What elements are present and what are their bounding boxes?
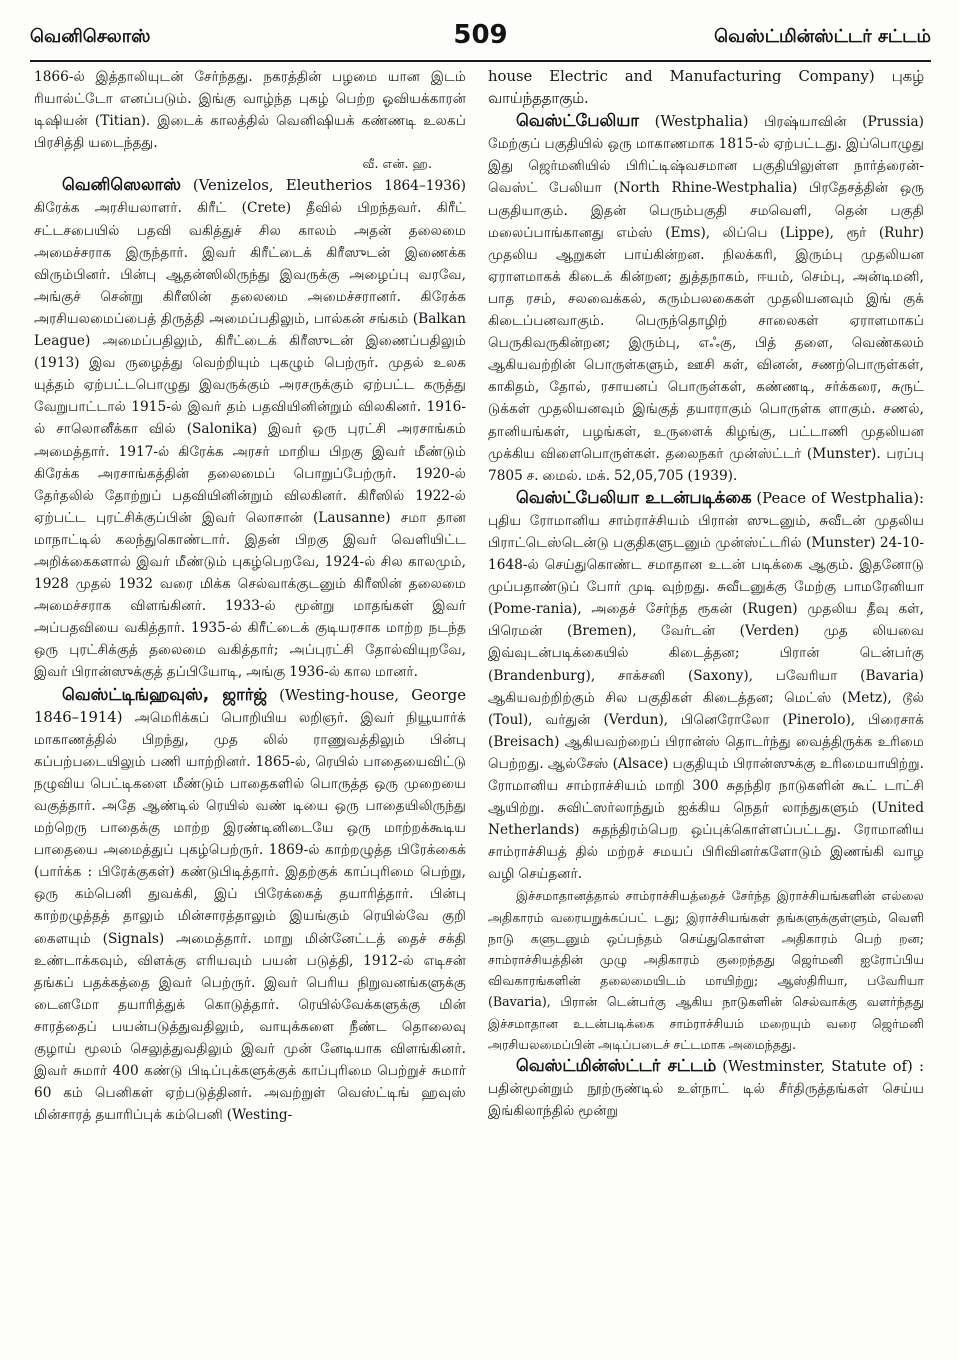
entry-westphalia xyxy=(488,110,924,487)
entry-latin-name: (Venizelos, Eleutherios xyxy=(192,177,373,195)
entry-text xyxy=(34,174,466,683)
entry-latin-name: (Westing-house, George 1846–1914) xyxy=(34,686,466,726)
page-header xyxy=(30,20,931,56)
entry-headword: வெஸ்ட்பேலியா உடன்படிக்கை xyxy=(516,487,752,507)
entry-latin-name: (Peace of Westphalia): xyxy=(756,489,924,507)
right-column xyxy=(488,66,924,1352)
header-left-guide-word: வெனிசெலாஸ் xyxy=(30,26,151,47)
entry-latin-name: (Westminster, Statute of) : xyxy=(722,1058,924,1076)
entry-latin-name: (Westphalia) xyxy=(654,113,749,131)
entry-text xyxy=(488,110,924,487)
page-number: 509 xyxy=(453,20,508,50)
entry-headword: வெஸ்ட்பேலியா xyxy=(516,111,640,131)
entry-statute-of-westminster xyxy=(488,1055,924,1122)
entry-body: அமெரிக்கப் பொறியிய லறிஞர். இவர் நியூயார்க் மாகாணத்தில் பிறந்து, முத லில் ராணுவத்திலும் பின்பு கப்பற்படையிலும் பணி யாற்றினர். 1865-ல், ரெயில் பாதையைவிட்டு நழுவிய பெட்டிகளை மீண்டும் பாதைகளில் பொருத்த ஒரு முறையை வகுத்தார். அதே ஆண்டில் ரெயில் வண் டியை ஒரு பாதையிலிருந்து மற்றெரு பாதைக்கு மாற்ற இரண்டினிடையே ஒரு மாற்றக்கூடிய பாதையை அமைத்துப் புகழ்பெற்ருர். 1869-ல் காற்றழுத்த பிரேக்கைக் (பார்க்க : பிரேக்குகள்) கண்டுபிடித்தார். இதற்குக் காப்புரிமை பெற்று, ஒரு கம்பெனி துவக்கி, இப் பிரேக்கைத் தயாரித்தார். பின்பு காற்றழுத்தத் தாலும் மின்சாரத்தாலும் இயங்கும் ரெயில்வே குறி கைளயும் (Signals) அமைத்தார். மாறு மின்னேட்டத் தைச் சக்தி உண்டாக்கவும், விளக்கு எரியவும் பயன் படுத்தி, 1912-ல் எடிசன் தங்கப் பதக்கத்தை இவர் பெற்ருர். இவர் பெரிய நிறுவனங்களுக்கு டைனமோ தயாரித்துக் கொடுத்தார். ரெயில்வேக்களுக்கு மின் சாரத்தைப் பயன்படுத்துவதிலும், வாயுக்களை நீண்ட தொலைவு குழாய் மூலம் செலுத்துவதிலும் இவர் முன் னேடியாக விளங்கினர். இவர் சுமார் 400 கண்டு பிடிப்புக்களுக்குக் காப்புரிமை பெற்றுச் சுமார் 60 கம் பெனிகள் ஏற்படுத்தினர். அவற்றுள் வெஸ்ட்டிங் ஹவுஸ் மின்சாரத் தயாரிப்புக் கம்பெனி (Westing- xyxy=(34,709,466,1124)
entry-body: பிரஷ்யாவின் (Prussia) மேற்குப் பகுதியில் ஒரு மாகாணமாக 1815-ல் ஏற்பட்டது. இப்பொழுது இது ஜெர்மனியில் பிரிட்டிஷ்வசமான பகுதியிலுள்ள நார்த்ரைன்-வெஸ்ட் பேலியா (North Rhine-Westphalia) பிரதேசத்தின் ஒரு பகுதியாகும். இதன் பெரும்பகுதி சமவெளி, தென் பகுதி மலைப்பாங்கானது எம்ஸ் (Ems), லிப்பெ (Lippe), ரூர் (Ruhr) முதலிய ஆறுகள் பாய்கின்றன. நிலக்கரி, இரும்பு முதலியன ஏராளமாகக் கிடைக் கின்றன; துத்தநாகம், ஈயம், செம்பு, அன்டிமனி, பாத ரசம், சலவைக்கல், கரும்பலகைகள் முதலியனவும் இங் குக் கிடைப்பனவாகும். பெருந்தொழிற் சாலைகள் ஏராளமாகப் பெருகிவருகின்றன; இரும்பு, எஃகு, பித் தளை, வெண்கலம் ஆகியவற்றின் பொருள்களும், ஊசி கள், வினன், சணற்பொருள்கள், காகிதம், தோல், ரசாயனப் பொருள்கள், கண்ணடி, சர்க்கரை, சுருட் டுக்கள் முதலியனவும் இங்குத் தயாராகும் பொருள்க ளாகும். சணல், தானியங்கள், பழங்கள், உருளைக் கிழங்கு, பட்டாணி முதலியன முக்கிய விளைபொருள்கள். தலைநகர் முன்ஸ்ட்டர் (Munster). பரப்பு 7805 ச. மைல். மக். 52,05,705 (1939). xyxy=(488,114,924,484)
header-right-guide-word: வெஸ்ட்மின்ஸ்ட்டர் சட்டம் xyxy=(714,26,931,47)
westinghouse-continuation xyxy=(488,66,924,110)
entry-paragraph-2: இச்சமாதானத்தால் சாம்ராச்சியத்தைச் சேர்ந்த இராச்சியங்களின் எல்லை அதிகாரம் வரையறுக்கப்பட் டது; இராச்சியங்கள் தங்களுக்குள்ளும், வெளி நாடு களுடனும் ஒப்பந்தம் செய்துகொள்ள அதிகாரம் பெற் றன; சாம்ராச்சியத்தின் முழு அதிகாரம் குறைந்தது ஜெர்மனி ஐரோப்பிய விவகாரங்களின் தலைமையிடம் மாயிற்று; ஆஸ்திரியா, பவேரியா (Bavaria), பிரான் டென்பர்கு ஆகிய நாடுகளின் செல்வாக்கு வளர்ந்தது இச்சமாதான உடன்படிக்கை சாம்ராச்சியம் மறையும் வரை ஜெர்மனி அரசியலமைப்பின் அடிப்படைச் சட்டமாக அமைந்தது. xyxy=(488,888,924,1052)
entry-headword: வெஸ்ட்டிங்ஹவுஸ், ஜார்ஜ் xyxy=(62,684,268,704)
entry-body: புதிய ரோமானிய சாம்ராச்சியம் பிரான் ஸுடனும், சுவீடன் முதலிய பிராட்டெஸ்டென்டு பகுதிகளுடனும் முன்ஸ்ட்டரில் (Munster) 24-10-1648-ல் செய்துகொண்ட சமாதான உடன் படிக்கை ஆகும். இதனோடு முப்பதாண்டுப் போர் முடி வுற்றது. சுவீடனுக்கு மேற்கு பாமரேனியா (Pome-rania), அதைச் சேர்ந்த ரூகன் (Rugen) முதலிய தீவு கள், பிரெமன் (Bremen), வேர்டன் (Verden) முத லியவை இவ்வுடன்படிக்கையில் கிடைத்தன; பிரான் டென்பர்கு (Brandenburg), சாக்சனி (Saxony), பவேரியா (Bavaria) ஆகியவற்றிற்கும் சில பகுதிகள் கிடைத்தன; மெட்ஸ் (Metz), டூல் (Toul), வர்துன் (Verdun), பினெரோலோ (Pinerolo), பிரைசாக் (Breisach) ஆகியவற்றைப் பிரான்ஸ் தொடர்ந்து வைத்திருக்க உரிமை பெற்றது. ஆல்சேஸ் (Alsace) பகுதியும் பிரான்ஸுக்கு உரிமையாயிற்று. ரோமானிய சாம்ராச்சியம் மாறி 300 சுதந்திர நாடுகளின் கூட் டாட்சி ஆயிற்று. சுவிட்ஸர்லாந்தும் ஐக்கிய நெதர் லாந்துகளும் (United Netherlands) சுதந்திரம்பெற ஒப்புக்கொள்ளப்பட்டது. ரோமானிய சாம்ராச்சியத் தில் மற்றச் சமயப் பிரிவினர்களோடும் இணங்கி வாழ வழி செய்தனர். xyxy=(488,512,924,883)
entry-text xyxy=(34,684,466,1127)
entry-body: பதின்மூன்றும் நூற்ருண்டில் உள்நாட் டில் சீர்திருத்தங்கள் செய்ய இங்கிலாந்தில் மூன்று xyxy=(488,1081,924,1120)
entry-body: 1864–1936) கிரேக்க அரசியலாளர். கிரீட் (Crete) தீவில் பிறந்தவர். கிரீட் சட்டசபையில் பதவி வகித்துச் சில காலம் அதன் தலைமை அமைச்சராக இருந்தார். இவர் கிரீட்டைக் கிரீஸுடன் இணைக்க விரும்பினர். பின்பு ஆதன்ஸிலிருந்து இவருக்கு அழைப்பு வரவே, அங்குச் சென்று கிரீஸின் தலைமை அமைச்சரானர். கிரேக்க அரசியலமைப்பைத் திருத்தி அமைப்பதிலும், பால்கன் சங்கம் (Balkan League) அமைப்பதிலும், கிரீட்டைக் கிரீஸுடன் இணைப்பதிலும் (1913) இவ ருழைத்து வெற்றியும் புகழும் பெற்ருர். முதல் உலக யுத்தம் ஏற்பட்டபொழுது இவருக்கும் அரசருக்கும் ஏற்பட்ட கருத்து வேறுபாட்டால் 1915-ல் இவர் தம் பதவியினின்றும் விலகினர். 1916-ல் சாலொனீக்கா வில் (Salonika) இவர் ஒரு புரட்சி அரசாங்கம் அமைத்தார். 1917-ல் கிரேக்க அரசர் மாறிய பிறகு இவர் மீண்டும் கிரேக்க அரசாங்கத்தின் தலைமைப் பொறுப்பேற்ருர். 1920-ல் தேர்தலில் தோற்றுப் பதவியினின்றும் விலகினர். கிரீஸில் 1922-ல் ஏற்பட்ட புரட்சிக்குப்பின் இவர் லொசான் (Lausanne) சமா தான மாநாட்டில் கலந்துகொண்டார். இதன் பிறகு இவர் வெளியிட்ட அறிக்கைகளால் இவர் மீண்டும் புகழ்பெறவே, 1924-ல் சில காலமும், 1928 முதல் 1932 வரை மிக்க செல்வாக்குடனும் கிரீஸின் தலைமை அமைச்சராக விளங்கினர். 1933-ல் மூன்று மாதங்கள் இவர் அப்பதவியை வகித்தார். 1935-ல் கிரீட்டைக் குடியரசாக மாற்ற நடந்த ஒரு புரட்சிக்குத் தலைமை வகித்தார்; அப்புரட்சி தோல்வியுறவே, இவர் பிரான்ஸுக்குத் தப்பியோடி, அங்கு 1936-ல் கால மானர். xyxy=(34,178,466,681)
entry-headword: வெஸ்ட்மின்ஸ்ட்டர் சட்டம் xyxy=(516,1056,717,1076)
venice-entry-continuation xyxy=(34,66,466,174)
left-column xyxy=(34,66,466,1352)
entry-peace-of-westphalia xyxy=(488,487,924,1055)
header-rule xyxy=(30,60,931,62)
author-signature: வீ. என். ஹ. xyxy=(362,156,432,172)
entry-text xyxy=(488,487,924,886)
entry-headword: வெனிஸெலாஸ் xyxy=(62,175,181,195)
entry-venizelos xyxy=(34,174,466,683)
continuation-text: house Electric and Manufacturing Company) புகழ் வாய்ந்ததாகும். xyxy=(488,68,924,108)
entry-text xyxy=(488,1055,924,1122)
continuation-text: 1866-ல் இத்தாலியுடன் சேர்ந்தது. நகரத்தின் பழமை யான இடம் ரியால்ட்டோ எனப்படும். இங்கு வாழ்ந்த புகழ் பெற்ற ஓவியக்காரன் டிஷியன் (Titian). இடைக் காலத்தில் வெனிஷியக் கண்ணடி உலகப் பிரசித்தி யடைந்தது. xyxy=(34,69,466,152)
entry-westinghouse xyxy=(34,684,466,1127)
